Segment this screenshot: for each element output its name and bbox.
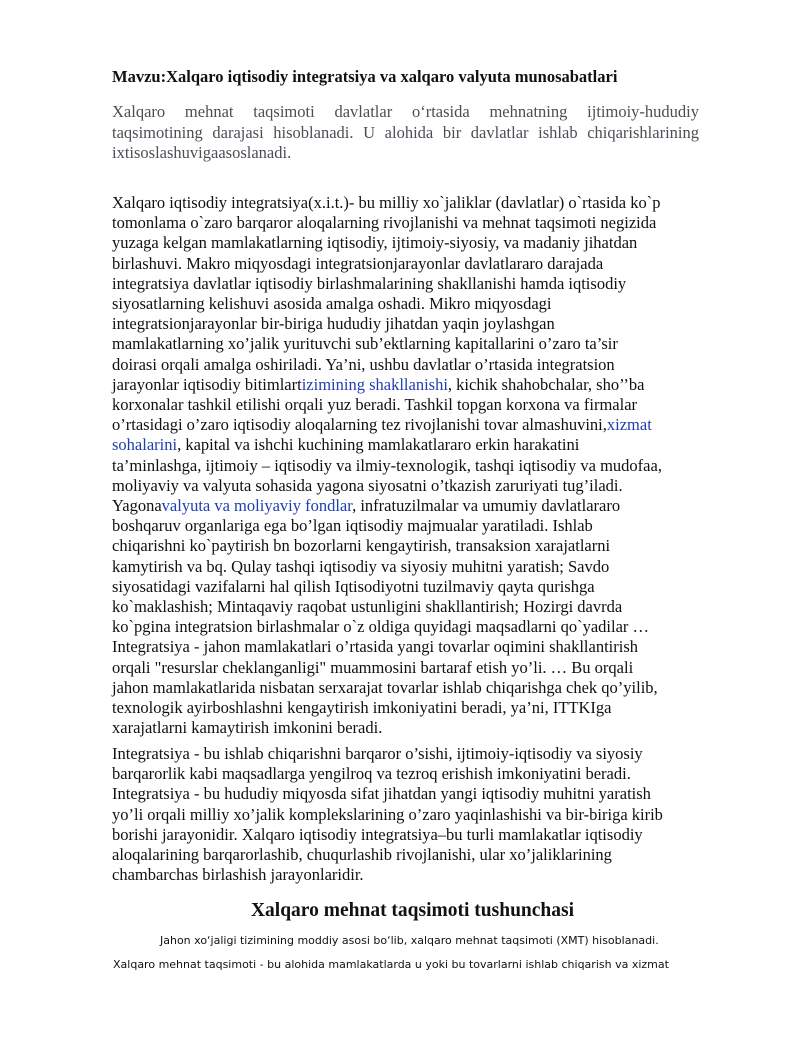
link-tizimining-shakllanishi[interactable]: izimining shakllanishi — [301, 374, 448, 394]
section-heading: Xalqaro mehnat taqsimoti tushunchasi — [250, 900, 575, 921]
text-line: kamytirish va bq. Qulay tashqi iqtisodiy va siyosiy muhitni yaratish; Savdo — [112, 556, 610, 576]
text-line: siyosatlarning kelishuvi asosida amalga oshadi. Mikro miqyosdagi — [112, 294, 552, 314]
text-line: chiqarishni ko`paytirish bn bozorlarni kengaytirish, transaksion xarajatlarni — [112, 536, 611, 556]
text-line: jahon mamlakatlarida nisbatan serxarajat tovarlar ishlab chiqarishga chek qo’yilib, — [112, 677, 658, 697]
text-line — [112, 415, 700, 435]
text-line: barqarorlik kabi maqsadlarga yengilroq va tezroq erishish imkoniyatini beradi. — [112, 764, 631, 784]
text-line: ko`pgina integratsion birlashmalar o`z oldiga quyidagi maqsadlarni qo`yadilar … — [112, 617, 650, 637]
text-line: chambarchas birlashish jarayonlaridir. — [112, 865, 364, 885]
text-segment: o’rtasidagi o’zaro iqtisodiy aloqalarning tez rivojlanishi tovar almashuvini, — [112, 415, 607, 435]
text-line: doirasi orqali amalga oshiriladi. Ya’ni, ushbu davlatlar o’rtasida integratsion — [112, 354, 615, 374]
text-line: Integratsiya - bu ishlab chiqarishni barqaror o’sishi, ijtimoiy-iqtisodiy va siyosiy — [112, 744, 643, 763]
text-segment: , kichik shahobchalar, sho’’ba — [447, 374, 645, 394]
text-line: birlashuvi. Makro miqyosdagi integratsionjarayonlar davlatlararo darajada — [112, 253, 604, 273]
text-line: orqali "resurslar cheklanganligi" muammosini bartaraf etish yo’li. … Bu orqali — [112, 657, 634, 677]
text-line: tomonlama o`zaro barqaror aloqalarning rivojlanishi va mehnat taqsimoti negizida — [112, 213, 657, 233]
text-line: xarajatlarni kamaytirish imkonini beradi. — [112, 718, 383, 738]
text-line: borishi jarayonidir. Xalqaro iqtisodiy integratsiya–bu turli mamlakatlar iqtisodiy — [112, 824, 643, 844]
text-line: texnologik ayirboshlashni kengaytirish imkoniyatini beradi, ya’ni, ITTKIga — [112, 698, 612, 718]
link-xizmat[interactable]: xizmat — [606, 415, 652, 435]
text-line — [112, 496, 700, 516]
text-line: integratsiya davlatlar iqtisodiy birlashmalarining shakllanishi hamda iqtisodiy — [112, 273, 627, 293]
section-text-line-2: Xalqaro mehnat taqsimoti - bu alohida mamlakatlarda u yoki bu tovarlarni ishlab chiqarish va xizmat — [113, 958, 669, 971]
text-line: aloqalarining barqarorlashib, chuqurlashib rivojlanishi, ular xo’jaliklarining — [112, 845, 612, 865]
intro-paragraph: Xalqaro mehnat taqsimoti davlatlar o‘rtasida mehnatning ijtimoiy-hududiy taqsimotining darajasi hisoblanadi. U alohida bir davlatlar ishlab chiqarishlarining ixtisoslashuvigaasoslanadi. — [112, 102, 699, 162]
text-segment: , kapital va ishchi kuchining mamlakatlararo erkin harakatini — [177, 435, 580, 455]
text-line: Integratsiya - jahon mamlakatlari o’rtasida yangi tovarlar oqimini shakllantirish — [112, 637, 639, 657]
text-line: mamlakatlarning xo’jalik yurituvchi sub’ektlarning kapitallarini o’zaro ta’sir — [112, 334, 618, 354]
body-paragraph-1 — [112, 193, 700, 738]
text-line: boshqaruv organlariga ega bo’lgan iqtisodiy majmualar yaratiladi. Ishlab — [112, 516, 593, 536]
link-valyuta-fondlar[interactable]: valyuta va moliyaviy fondlar — [161, 496, 353, 516]
text-line: yo’li orqali milliy xo’jalik komplekslarining o’zaro yaqinlashishi va bir-biriga kirib — [112, 804, 663, 824]
text-line — [112, 435, 700, 455]
text-line: ko`maklashish; Mintaqaviy raqobat ustunligini shakllantirish; Hozirgi davrda — [112, 597, 623, 617]
text-segment: Yagona — [112, 496, 162, 516]
text-line: Xalqaro iqtisodiy integratsiya(x.i.t.)- bu milliy xo`jaliklar (davlatlar) o`rtasida ko`p — [112, 193, 661, 212]
text-line: yuzaga kelgan mamlakatlarning iqtisodiy, ijtimoiy-siyosiy, va madaniy jihatdan — [112, 233, 638, 253]
body-paragraph-2 — [112, 744, 700, 885]
document-title: Mavzu:Xalqaro iqtisodiy integratsiya va xalqaro valyuta munosabatlari — [112, 67, 618, 86]
section-text-line-1: Jahon xo‘jaligi tizimining moddiy asosi bo‘lib, xalqaro mehnat taqsimoti (XMT) hisoblanadi. — [160, 934, 659, 947]
text-line: siyosatidagi vazifalarni hal qilish Iqtisodiyotni tuzilmaviy qayta qurishga — [112, 576, 595, 596]
text-line: ta’minlashga, ijtimoiy – iqtisodiy va ilmiy-texnologik, tashqi iqtisodiy va mudofaa, — [112, 455, 662, 475]
text-segment: jarayonlar iqtisodiy bitimlart — [112, 374, 302, 394]
text-line — [112, 375, 700, 395]
text-line: korxonalar tashkil etilishi orqali yuz beradi. Tashkil topgan korxona va firmalar — [112, 395, 638, 415]
text-segment: , infratuzilmalar va umumiy davlatlararo — [352, 496, 621, 516]
text-line: moliyaviy va valyuta sohasida yagona siyosatni o’tkazish zaruriyati tug’iladi. — [112, 475, 623, 495]
text-line: integratsionjarayonlar bir-biriga hududiy jihatdan yaqin joylashgan — [112, 314, 555, 334]
text-line: Integratsiya - bu hududiy miqyosda sifat jihatdan yangi iqtisodiy muhitni yaratish — [112, 784, 651, 804]
link-sohalarini[interactable]: sohalarini — [112, 435, 178, 455]
